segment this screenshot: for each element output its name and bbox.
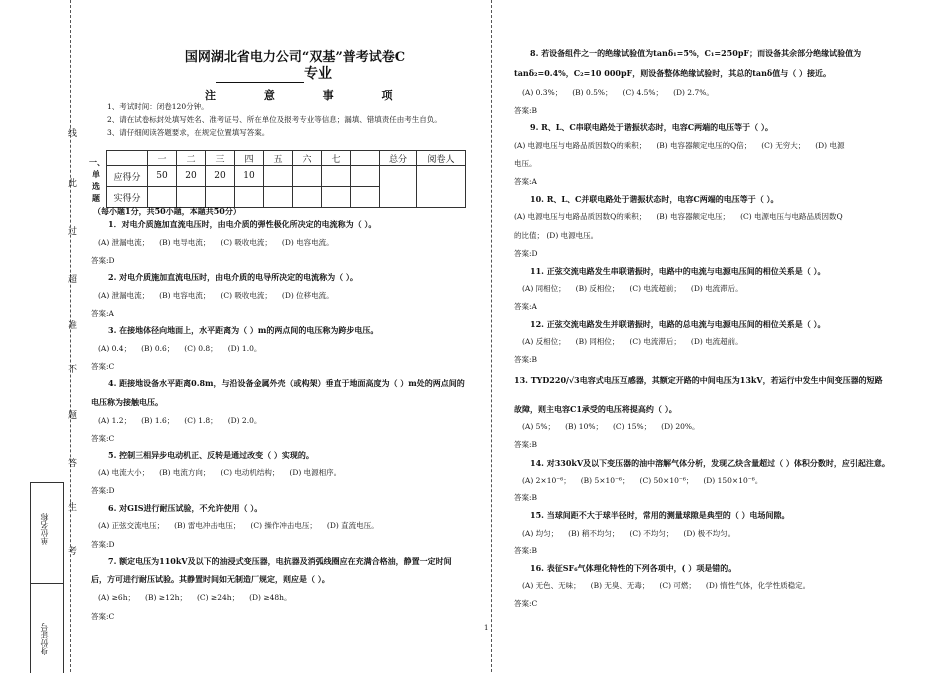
score-header: 三: [206, 151, 235, 166]
score-header: 二: [177, 151, 206, 166]
option[interactable]: (D) ≥48h。: [249, 593, 292, 602]
option[interactable]: (B) 无臭、无毒；: [590, 581, 650, 590]
option[interactable]: (B) 电导电流；: [159, 238, 211, 247]
page-number: 1: [484, 624, 489, 632]
answer: 答案:C: [91, 434, 115, 443]
binding-char: 准: [68, 321, 78, 331]
candidate-info-box: [30, 482, 64, 673]
option[interactable]: (A) 泄漏电流；: [98, 238, 150, 247]
option[interactable]: (C) 0.8；: [184, 344, 218, 353]
score-header: 五: [264, 151, 293, 166]
option[interactable]: (B) 5×10⁻⁶；: [580, 476, 630, 485]
question-text: 11. 正弦交流电路发生串联谐振时，电路中的电流与电源电压间的相位关系是（ ）。: [530, 266, 826, 276]
option[interactable]: (A) 0.3%；: [522, 88, 563, 97]
option[interactable]: (B) 电流方向；: [159, 468, 211, 477]
question-text-cont: 后，方可进行耐压试验。其静置时间如无制造厂规定，则应是（ ）。: [91, 574, 330, 584]
option[interactable]: (A) 无色、无味；: [522, 581, 581, 590]
question-text-cont: 故障，则主电容C1承受的电压将提高约（ ）。: [514, 404, 677, 414]
score-input-cell[interactable]: [148, 187, 177, 208]
score-table: [106, 150, 466, 208]
option[interactable]: (D) 电源: [815, 141, 845, 150]
answer: 答案:D: [514, 249, 538, 258]
option[interactable]: (D) 极不均匀。: [683, 529, 736, 538]
option[interactable]: (D) 20%。: [661, 422, 700, 431]
option[interactable]: (D) 位移电流。: [281, 291, 334, 300]
score-header: 六: [293, 151, 322, 166]
score-cell: [322, 166, 351, 187]
option[interactable]: (C) 4.5%；: [622, 88, 664, 97]
answer: 答案:B: [514, 355, 538, 364]
score-header: 四: [235, 151, 264, 166]
option[interactable]: (A) 2×10⁻⁶；: [522, 476, 571, 485]
question-options: [522, 475, 772, 486]
option[interactable]: (C) 电源电压与电路品质因数Q: [740, 212, 843, 221]
score-header: [351, 151, 380, 166]
option[interactable]: (B) 同相位；: [575, 337, 620, 346]
question-options: [98, 520, 389, 531]
question-options: [522, 528, 745, 539]
option[interactable]: (B) 0.5%；: [572, 88, 613, 97]
binding-char: 此: [68, 179, 78, 189]
unit-name-label: 单位名称: [40, 513, 49, 545]
exam-rules: [107, 100, 442, 139]
answer: 答案:B: [514, 440, 538, 449]
option[interactable]: (B) 0.6；: [141, 344, 175, 353]
option[interactable]: (D) 电源相序。: [289, 468, 342, 477]
option[interactable]: (A) 0.4；: [98, 344, 132, 353]
score-input-cell[interactable]: [264, 187, 293, 208]
answer: 答案:B: [514, 546, 538, 555]
option[interactable]: (D) 2.7%。: [673, 88, 714, 97]
option[interactable]: (B) 电容器额定电压的Q倍；: [656, 141, 752, 150]
option[interactable]: (C) 电流滞后；: [629, 337, 681, 346]
major-field: [216, 63, 332, 83]
option[interactable]: (C) 可燃；: [659, 581, 696, 590]
option[interactable]: (C) 电动机结构；: [220, 468, 280, 477]
question-options: [522, 421, 710, 432]
option[interactable]: (A) 5%；: [522, 422, 556, 431]
question-text: 12. 正弦交流电路发生并联谐振时，电路的总电流与电源电压间的相位关系是（ ）。: [530, 319, 826, 329]
option[interactable]: (C) 吸收电流；: [220, 238, 272, 247]
question-text-cont: tanδ₂=0.4%，C₂=10 000pF，则设备整体绝缘试验时，其总的tanδ值与（ ）接近。: [514, 68, 832, 78]
answer: 答案:A: [514, 302, 537, 311]
option[interactable]: (C) 操作冲击电压；: [250, 521, 317, 530]
section-description: （每小题1分，共50小题，本题共50分）: [93, 206, 241, 216]
binding-char: 过: [68, 227, 78, 237]
binding-char: 答: [68, 459, 78, 469]
center-fold-line: [491, 0, 492, 672]
answer: 答案:C: [514, 599, 538, 608]
score-row-label: 实得分: [107, 187, 148, 208]
question-text: 9. R、L、C串联电路处于谐振状态时，电容C两端的电压等于（ ）。: [530, 122, 773, 132]
option-cont: 电压。: [514, 159, 537, 168]
option[interactable]: (C) ≥24h；: [196, 593, 240, 602]
question-text: 10. R、L、C并联电路处于谐振状态时，电容C两端的电压等于（ ）。: [530, 194, 779, 204]
question-options: [98, 415, 271, 426]
grader-cell[interactable]: [417, 166, 466, 208]
answer: 答案:D: [91, 540, 115, 549]
option[interactable]: (D) 150×10⁻⁶。: [703, 476, 763, 485]
question-options: [98, 467, 351, 478]
binding-line: [70, 0, 71, 672]
option[interactable]: (A) 均匀；: [522, 529, 559, 538]
score-input-cell[interactable]: [293, 187, 322, 208]
option[interactable]: (D) 电流滞后。: [690, 284, 743, 293]
score-cell: 10: [235, 166, 264, 187]
rule-item: 3、请仔细阅读答题要求，在规定位置填写答案。: [107, 128, 270, 137]
binding-char: 生: [68, 503, 78, 513]
question-text: 13. TYD220/√3电容式电压互感器，其额定开路的中间电压为13kV，若运行中发生中间变压器的短路: [514, 375, 883, 385]
option[interactable]: (B) 稍不均匀；: [568, 529, 620, 538]
score-cell: 20: [177, 166, 206, 187]
id-number-label: 身份证号: [40, 623, 49, 655]
rule-item: 2、请在试卷标封处填写姓名、准考证号、所在单位及报考专业等信息；漏填、错填责任由考生自负。: [107, 115, 442, 124]
question-options: [98, 592, 302, 603]
option[interactable]: (A) ≥6h；: [98, 593, 136, 602]
question-options: [98, 290, 344, 301]
score-cell: 50: [148, 166, 177, 187]
major-suffix: 专业: [304, 66, 332, 82]
major-blank[interactable]: [216, 68, 304, 83]
score-input-cell[interactable]: [351, 187, 380, 208]
option[interactable]: (D) 1.0。: [227, 344, 262, 353]
option[interactable]: (C) 15%；: [612, 422, 652, 431]
option[interactable]: (D) 电流超前。: [690, 337, 743, 346]
option[interactable]: (A) 同相位；: [522, 284, 566, 293]
option[interactable]: (C) 无穷大；: [761, 141, 806, 150]
question-text: 15. 当球间距不大于球半径时，常用的测量球隙是典型的（ ）电场间隙。: [530, 510, 790, 520]
score-input-cell[interactable]: [206, 187, 235, 208]
score-header: 阅卷人: [417, 151, 466, 166]
question-text: 6. 对GIS进行耐压试验，不允许使用（ ）。: [108, 503, 263, 513]
question-text-cont: 电压称为接触电压。: [91, 397, 163, 407]
answer: 答案:A: [514, 177, 537, 186]
option[interactable]: (A) 电源电压与电路品质因数Q的乘积；: [514, 141, 647, 150]
question-text: 2. 对电介质施加直流电压时，由电介质的电导所决定的电流称为（ ）。: [108, 272, 358, 282]
option-cont: 的比值； (D) 电源电压。: [514, 231, 599, 240]
option[interactable]: (A) 1.2；: [98, 416, 132, 425]
score-row-label: 应得分: [107, 166, 148, 187]
question-options: [98, 237, 344, 248]
option[interactable]: (B) 雷电冲击电压；: [174, 521, 241, 530]
binding-char: 考: [68, 547, 78, 557]
option[interactable]: (A) 反相位；: [522, 337, 566, 346]
score-cell: [293, 166, 322, 187]
answer: 答案:D: [91, 486, 115, 495]
question-options: [522, 580, 820, 591]
answer: 答案:D: [91, 256, 115, 265]
option[interactable]: (D) 惰性气体，化学性质稳定。: [705, 581, 811, 590]
question-text: 1．对电介质施加直流电压时，由电介质的弹性极化所决定的电流称为（ ）。: [108, 219, 377, 229]
score-input-cell[interactable]: [322, 187, 351, 208]
question-options: [514, 211, 853, 222]
question-text: 14. 对330kV及以下变压器的油中溶解气体分析，发现乙炔含量超过（ ）体积分数时，应引起注意。: [530, 458, 890, 468]
score-cell: 20: [206, 166, 235, 187]
score-header: 总分: [380, 151, 417, 166]
question-text: 4. 距接地设备水平距离0.8m，与沿设备金属外壳（或构架）垂直于地面高度为（ ）m处的两点间的: [108, 378, 465, 388]
score-input-cell[interactable]: [235, 187, 264, 208]
answer: 答案:C: [91, 612, 115, 621]
option[interactable]: (D) 2.0。: [227, 416, 262, 425]
score-header: 一: [148, 151, 177, 166]
option[interactable]: (A) 电源电压与电路品质因数Q的乘积；: [514, 212, 647, 221]
score-input-cell[interactable]: [177, 187, 206, 208]
question-options: [522, 336, 753, 347]
binding-char: 题: [68, 411, 78, 421]
question-text: 7. 额定电压为110kV及以下的油浸式变压器，电抗器及消弧线圈应在充满合格油，静置一定时间: [108, 556, 452, 566]
score-cell: [351, 166, 380, 187]
page-title: 国网湖北省电力公司“双基”普考试卷C: [184, 50, 406, 65]
option[interactable]: (B) 反相位；: [575, 284, 620, 293]
option[interactable]: (B) ≥12h；: [145, 593, 187, 602]
question-text: 16. 表征SF₆气体理化特性的下列各项中，( ）项是错的。: [530, 563, 737, 573]
question-options: [514, 140, 854, 151]
binding-char: 不: [68, 365, 78, 375]
option[interactable]: (A) 泄漏电流；: [98, 291, 150, 300]
unit-name-cell: [31, 483, 63, 584]
score-header: 七: [322, 151, 351, 166]
question-text: 5. 控制三相异步电动机正、反转是通过改变（ ）实现的。: [108, 450, 314, 460]
binding-char: 线: [68, 129, 78, 139]
question-text: 8. 若设备组件之一的绝缘试验值为tanδ₁=5%，C₁=250pF；而设备其余部分绝缘试验值为: [530, 48, 862, 58]
option[interactable]: (D) 电容电流。: [281, 238, 334, 247]
score-cell: [264, 166, 293, 187]
option[interactable]: (C) 1.8；: [184, 416, 218, 425]
binding-char: 超: [68, 275, 78, 285]
option[interactable]: (A) 正弦交流电压；: [98, 521, 165, 530]
notice-heading: 注 意 事 项: [205, 89, 415, 102]
option[interactable]: (B) 电容电流；: [159, 291, 211, 300]
total-score-cell[interactable]: [380, 166, 417, 208]
option[interactable]: (B) 电容器额定电压；: [656, 212, 731, 221]
answer: 答案:B: [514, 493, 538, 502]
answer: 答案:B: [514, 106, 538, 115]
option[interactable]: (A) 电流大小；: [98, 468, 150, 477]
question-options: [522, 87, 724, 98]
option[interactable]: (C) 吸收电流；: [220, 291, 272, 300]
answer: 答案:C: [91, 362, 115, 371]
section-label: 一、单选题: [89, 157, 105, 203]
question-text: 3. 在接地体径向地面上，水平距离为（ ）m的两点间的电压称为跨步电压。: [108, 325, 379, 335]
id-number-cell: [31, 583, 63, 673]
option[interactable]: (C) 电流超前；: [629, 284, 681, 293]
option[interactable]: (B) 1.6；: [141, 416, 175, 425]
question-options: [522, 283, 753, 294]
option[interactable]: (B) 10%；: [565, 422, 603, 431]
option[interactable]: (C) 不均匀；: [629, 529, 674, 538]
option[interactable]: (C) 50×10⁻⁶；: [639, 476, 694, 485]
answer: 答案:A: [91, 309, 114, 318]
question-options: [98, 343, 271, 354]
rule-item: 1、考试时间：闭卷120分钟。: [107, 102, 209, 111]
option[interactable]: (D) 直流电压。: [326, 521, 379, 530]
